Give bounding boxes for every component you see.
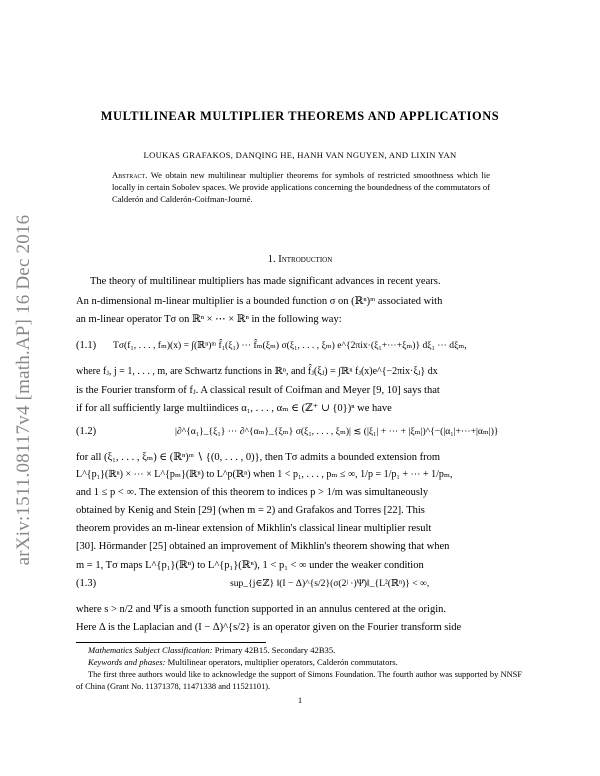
text-line: An n-dimensional m-linear multiplier is a bounded function σ on (ℝⁿ)ᵐ associated with	[76, 296, 443, 307]
equation-number: (1.3)	[76, 578, 97, 589]
page-number: 1	[297, 695, 303, 705]
footnote-msc	[76, 645, 522, 657]
keywords-label: Keywords and phases:	[88, 657, 166, 667]
section-number: 1.	[267, 254, 276, 265]
text-line: The theory of multilinear multipliers has made significant advances in recent years.	[90, 276, 441, 287]
footnote-rule	[76, 642, 266, 643]
paper-authors: LOUKAS GRAFAKOS, DANQING HE, HANH VAN NGUYEN, AND LIXIN YAN	[143, 150, 457, 160]
text-line: and 1 ≤ p < ∞. The extension of this theorem to indices p > 1/m was simultaneously	[76, 487, 429, 498]
abstract	[112, 170, 490, 205]
footnote-keywords	[76, 657, 522, 669]
text-line: if for all sufficiently large multiindices α₁, . . . , αₘ ∈ (ℤ⁺ ∪ {0})ⁿ we have	[76, 403, 392, 414]
text-line: obtained by Kenig and Stein [29] (when m = 2) and Grafakos and Torres [22]. This	[76, 505, 425, 516]
abstract-text: We obtain new multilinear multiplier theorems for symbols of restricted smoothness which lie locally in certain Sobolev spaces. We provide applications concerning the boundedness of the commutators of Calderón and Calderón-Coifman-Journé.	[112, 170, 490, 204]
footnote-ack: The first three authors would like to acknowledge the support of Simons Foundation. The fourth author was supported by NNSF of China (Grant No. 11371378, 11471338 and 11521101).	[76, 670, 522, 691]
text-line: an m-linear operator Tσ on ℝⁿ × ⋯ × ℝⁿ in the following way:	[76, 314, 342, 325]
text-line: Here Δ is the Laplacian and (I − Δ)^{s/2} is an operator given on the Fourier transform side	[76, 622, 462, 633]
arxiv-stamp	[4, 170, 44, 610]
text-line: where fⱼ, j = 1, . . . , m, are Schwartz functions in ℝⁿ, and f̂ⱼ(ξⱼ) = ∫ℝⁿ fⱼ(x)e^{−2πix·ξⱼ} dx	[76, 366, 438, 377]
paper-title: MULTILINEAR MULTIPLIER THEOREMS AND APPLICATIONS	[100, 109, 500, 123]
text-line: where s > n/2 and Ψ̂ is a smooth function supported in an annulus centered at the origin.	[76, 604, 447, 615]
section-heading	[0, 254, 600, 265]
msc-text: Primary 42B15. Secondary 42B35.	[214, 645, 336, 655]
msc-label: Mathematics Subject Classification:	[88, 645, 213, 655]
text-line: L^{p₁}(ℝⁿ) × ⋯ × L^{pₘ}(ℝⁿ) to L^p(ℝⁿ) when 1 < p₁, . . . , pₘ ≤ ∞, 1/p = 1/p₁ + ⋯ + 1/pₘ,	[76, 469, 453, 480]
equation-1-2: |∂^{α₁}_{ξ₁} ⋯ ∂^{αₘ}_{ξₘ} σ(ξ₁, . . . , ξₘ)| ≲ (|ξ₁| + ⋯ + |ξₘ|)^{−(|α₁|+⋯+|αₘ|)}	[175, 426, 499, 437]
equation-number: (1.1)	[76, 340, 97, 351]
equation-number: (1.2)	[76, 426, 97, 437]
arxiv-stamp-text: arXiv:1511.08117v4 [math.AP] 16 Dec 2016	[13, 214, 34, 566]
text-line: for all (ξ₁, . . . , ξₘ) ∈ (ℝⁿ)ᵐ ∖ {(0, . . . , 0)}, then Tσ admits a bounded extension from	[76, 452, 441, 463]
text-line: m = 1, Tσ maps L^{p₁}(ℝⁿ) to L^{p₁}(ℝⁿ), 1 < p₁ < ∞ under the weaker condition	[76, 560, 424, 571]
text-line: theorem provides an m-linear extension of Mikhlin's classical linear multiplier result	[76, 523, 432, 534]
text-line: is the Fourier transform of fⱼ. A classical result of Coifman and Meyer [9, 10] says that	[76, 385, 440, 396]
text-line: [30]. Hörmander [25] obtained an improvement of Mikhlin's theorem showing that when	[76, 541, 450, 552]
equation-1-1: Tσ(f₁, . . . , fₘ)(x) = ∫(ℝⁿ)ᵐ f̂₁(ξ₁) ⋯ f̂ₘ(ξₘ) σ(ξ₁, . . . , ξₘ) e^{2πix·(ξ₁+⋯+ξₘ)} dξ₁ ⋯ dξₘ,	[113, 340, 467, 351]
keywords-text: Multilinear operators, multiplier operators, Calderón commutators.	[167, 657, 398, 667]
equation-1-3: sup_{j∈ℤ} ‖(I − Δ)^{s/2}(σ(2ʲ ·)Ψ̂)‖_{L²(ℝⁿ)} < ∞,	[230, 578, 430, 589]
section-title: Introduction	[278, 254, 333, 265]
abstract-label: Abstract.	[112, 170, 148, 180]
